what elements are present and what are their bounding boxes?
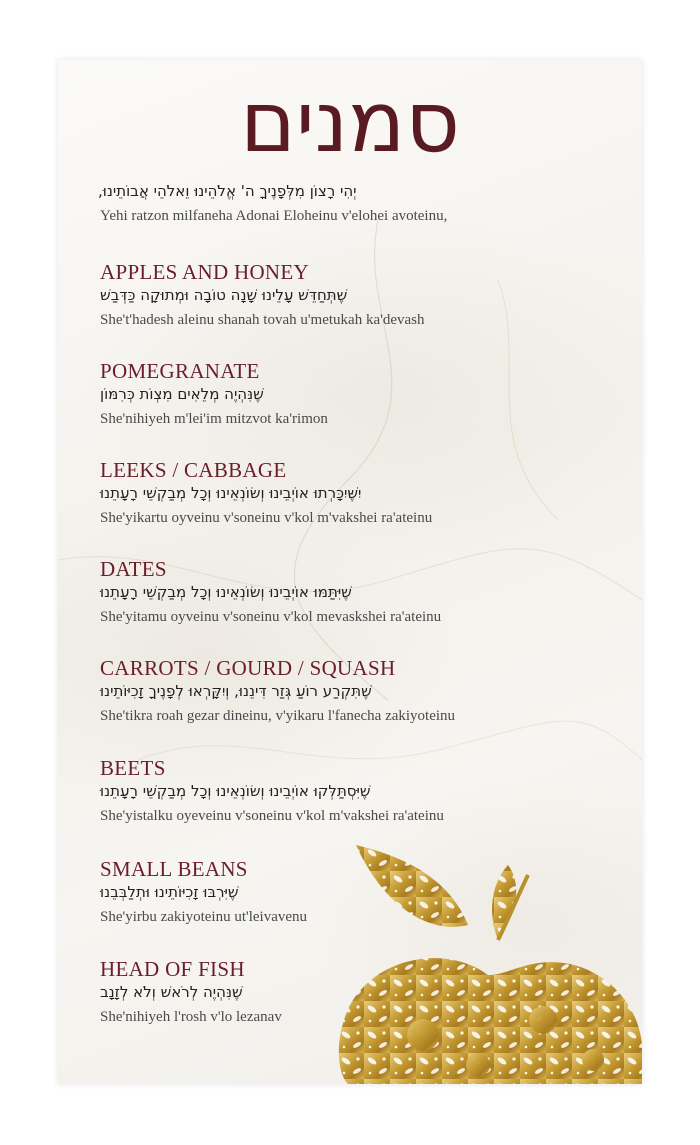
section-transliteration: She'tikra roah gezar dineinu, v'yikaru l'fanecha zakiyoteinu xyxy=(100,708,456,724)
section-hebrew: שֶׁתְּחַדֵּשׁ עָלֵינוּ שָׁנָה טוֹבָה וּמְתוּקָה כַּדְּבַשׁ xyxy=(100,286,348,304)
section-carrots-gourd-squash xyxy=(100,656,620,727)
section-dates xyxy=(100,557,620,628)
section-transliteration: She'yikartu oyveinu v'soneinu v'kol m'vakshei ra'ateinu xyxy=(100,510,433,526)
section-apples-and-honey xyxy=(100,260,620,331)
section-hebrew: שֶׁנִּהְיֶה לְרֹאשׁ וְלֹא לְזָנָב xyxy=(100,983,243,1001)
section-hebrew: שֶׁיִּרְבּוּ זָכִיּוֹתֵינוּ וּתְלַבְּבֵנוּ xyxy=(100,883,239,901)
section-hebrew: שֶׁיִּסְתַּלְּקוּ אוֹיְבֵינוּ וְשׂוֹנְאֵינוּ וְכָל מְבַקְשֵׁי רָעָתֵנוּ xyxy=(100,782,371,800)
section-transliteration: She'yistalku oyeveinu v'soneinu v'kol m'vakshei ra'ateinu xyxy=(100,808,444,824)
section-title: DATES xyxy=(100,557,167,581)
section-transliteration: She't'hadesh aleinu shanah tovah u'metukah ka'devash xyxy=(100,312,425,328)
section-transliteration: She'yitamu oyveinu v'soneinu v'kol mevaskshei ra'ateinu xyxy=(100,609,442,625)
section-transliteration: She'nihiyeh l'rosh v'lo lezanav xyxy=(100,1009,282,1025)
section-beets xyxy=(100,756,620,827)
intro-transliteration: Yehi ratzon milfaneha Adonai Eloheinu v'elohei avoteinu, xyxy=(100,208,448,224)
section-transliteration: She'nihiyeh m'lei'im mitzvot ka'rimon xyxy=(100,411,328,427)
section-title: POMEGRANATE xyxy=(100,359,260,383)
section-title: LEEKS / CABBAGE xyxy=(100,458,287,482)
page-title: סמנים xyxy=(240,73,460,171)
section-hebrew: שֶׁתִּקְרַע רוֹעַ גְּזַר דִּינֵנוּ, וְיִקָּרְאוּ לְפָנֶיךָ זָכִיּוֹתֵינוּ xyxy=(100,682,372,700)
section-hebrew: יִשֶּׁיִכָּרְתוּ אוֹיְבֵינוּ וְשׂוֹנְאֵינוּ וְכָל מְבַקְשֵׁי רָעָתֵנוּ xyxy=(100,484,362,502)
section-hebrew: שֶׁיִּתַּמּוּ אוֹיְבֵינוּ וְשׂוֹנְאֵינוּ וְכָל מְבַקְשֵׁי רָעָתֵנוּ xyxy=(100,583,352,601)
section-title: SMALL BEANS xyxy=(100,857,248,881)
section-pomegranate xyxy=(100,359,620,430)
section-title: APPLES AND HONEY xyxy=(100,260,309,284)
section-hebrew: שֶׁנִּהְיֶה מְלֵאִים מִצְוֹת כְּרִמּוֹן xyxy=(100,385,264,403)
section-title: CARROTS / GOURD / SQUASH xyxy=(100,656,396,680)
simanim-card xyxy=(58,60,642,1084)
section-title: BEETS xyxy=(100,756,166,780)
section-leeks-cabbage xyxy=(100,458,620,529)
intro-hebrew: יְהִי רָצוֹן מִלְּפָנֶיךָ ה' אֱלֹהֵינוּ וֵאלֹהֵי אֲבוֹתֵינוּ, xyxy=(98,182,357,200)
gold-floral-apple-icon xyxy=(338,845,642,1084)
section-transliteration: She'yirbu zakiyoteinu ut'leivavenu xyxy=(100,909,308,925)
section-title: HEAD OF FISH xyxy=(100,957,245,981)
